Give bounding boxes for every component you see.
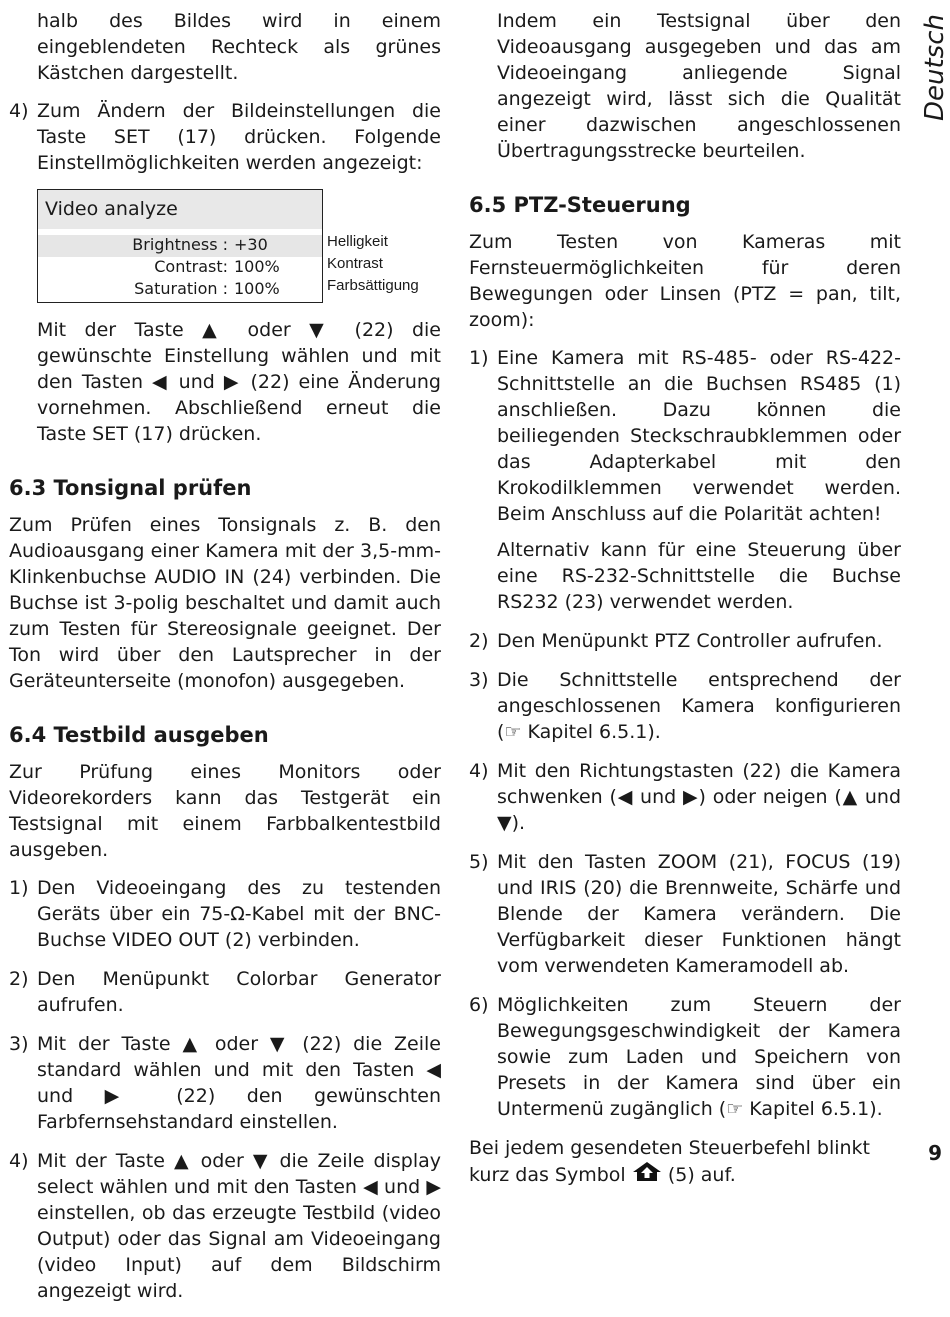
list-item	[469, 849, 901, 979]
item-number: 2)	[469, 630, 489, 652]
item-text: Zum Ändern der Bildeinstellungen die Taste SET (17) drücken. Folgende Einstellmöglichkeiten werden angezeigt:	[37, 100, 441, 174]
va-label: Saturation :	[134, 279, 228, 298]
item-subtext: Alternativ kann für eine Steuerung über eine RS-232-Schnittstelle die Buchse RS232 (23) verwendet werden.	[497, 539, 901, 613]
video-analyze-box	[37, 189, 323, 303]
va-value: +30	[234, 235, 268, 254]
paragraph: Mit der Taste ▲ oder ▼ (22) die gewünschte Einstellung wählen und mit den Tasten ◀ und ▶ (22) eine Änderung vornehmen. Abschließend erneut die Taste SET (17) drücken.	[37, 319, 441, 445]
item-number: 3)	[469, 669, 489, 691]
va-value: 100%	[234, 257, 280, 276]
paragraph-text: Bei jedem gesendeten Steuerbefehl blinkt kurz das Symbol	[469, 1137, 871, 1186]
item-number: 1)	[9, 877, 29, 899]
left-column	[9, 8, 441, 1317]
item-text: Den Videoeingang des zu testenden Geräts über ein 75-Ω-Kabel mit der BNC-Buchse VIDEO OUT (2) verbinden.	[37, 877, 441, 951]
list-item	[9, 1031, 441, 1135]
list-item	[9, 98, 441, 176]
item-number: 2)	[9, 968, 29, 990]
list-item	[469, 345, 901, 615]
section-heading: 6.3 Tonsignal prüfen	[9, 476, 252, 500]
paragraph: Zur Prüfung eines Monitors oder Videorekorders kann das Testgerät ein Testsignal mit einem Farbbalkentestbild ausgeben.	[9, 761, 441, 861]
item-text: Möglichkeiten zum Steuern der Bewegungsgeschwindigkeit der Kamera sowie zum Laden und Speichern von Presets in der Kamera sind über ein Untermenü zugänglich (☞ Kapitel 6.5.1).	[497, 994, 901, 1120]
list-item	[9, 875, 441, 953]
item-number: 4)	[469, 760, 489, 782]
item-text: Den Menüpunkt Colorbar Generator aufrufen.	[37, 968, 441, 1016]
item-number: 1)	[469, 347, 489, 369]
item-number: 4)	[9, 100, 29, 122]
video-analyze-diagram	[37, 189, 441, 305]
item-text: Die Schnittstelle entsprechend der angeschlossenen Kamera konfigurieren (☞ Kapitel 6.5.1).	[497, 669, 901, 743]
right-column	[469, 8, 901, 1202]
list-item	[469, 992, 901, 1122]
paragraph: Zum Testen von Kameras mit Fernsteuermöglichkeiten für deren Bewegungen oder Linsen (PTZ = pan, tilt, zoom):	[469, 231, 901, 331]
va-row-contrast	[38, 257, 322, 279]
list-item	[469, 667, 901, 745]
list-item	[9, 966, 441, 1018]
paragraph: Indem ein Testsignal über den Videoausgang ausgegeben und das am Videoeingang anliegende Signal angezeigt wird, lässt sich die Qualität einer dazwischen angeschlossenen Übertragungsstrecke beurteilen.	[497, 10, 901, 162]
item-number: 6)	[469, 994, 489, 1016]
item-number: 3)	[9, 1033, 29, 1055]
paragraph: Zum Prüfen eines Tonsignals z. B. den Audioausgang einer Kamera mit der 3,5-mm-Klinkenbuchse AUDIO IN (24) verbinden. Die Buchse ist 3-polig beschaltet und damit auch zum Testen für Stereosignale geeignet. Der Ton wird über den Lautsprecher in der Geräteunterseite (monofon) ausgegeben.	[9, 514, 441, 692]
item-text: Mit der Taste ▲ oder ▼ die Zeile display select wählen und mit den Tasten ◀ und ▶ einstellen, ob das erzeugte Testbild (video Output) oder das Signal am Videoeingang (video Input) auf dem Bildschirm angezeigt wird.	[37, 1150, 441, 1302]
video-analyze-title: Video analyze	[38, 190, 322, 229]
va-note: Kontrast	[327, 255, 383, 272]
item-text: Eine Kamera mit RS-485- oder RS-422-Schnittstelle an die Buchsen RS485 (1) anschließen. Dazu können die beiliegenden Steckschraubklemmen oder das Adapterkabel mit den Krokodilklemmen verwendet werden. Beim Anschluss auf die Polarität achten!	[497, 347, 901, 525]
va-row-brightness	[38, 235, 322, 257]
paragraph: halb des Bildes wird in einem eingeblendeten Rechteck als grünes Kästchen dargestellt.	[37, 10, 441, 84]
va-label: Brightness :	[132, 235, 228, 254]
item-number: 5)	[469, 851, 489, 873]
list-item	[9, 1148, 441, 1304]
va-note: Helligkeit	[327, 233, 388, 250]
paragraph-text: (5) auf.	[667, 1164, 736, 1186]
section-heading: 6.4 Testbild ausgeben	[9, 723, 269, 747]
va-row-saturation	[38, 279, 322, 301]
list-item	[469, 758, 901, 836]
paragraph	[469, 1135, 901, 1190]
item-text: Mit den Richtungstasten (22) die Kamera schwenken (◀ und ▶) oder neigen (▲ und ▼).	[497, 760, 901, 834]
va-note: Farbsättigung	[327, 277, 419, 294]
va-value: 100%	[234, 279, 280, 298]
va-label: Contrast:	[154, 257, 228, 276]
item-text: Mit den Tasten ZOOM (21), FOCUS (19) und IRIS (20) die Brennweite, Schärfe und Blende der Kamera verändern. Die Verfügbarkeit dieser Funktionen hängt vom verwendeten Kameramodell ab.	[497, 851, 901, 977]
house-arrow-icon	[632, 1161, 662, 1190]
item-text: Mit der Taste ▲ oder ▼ (22) die Zeile standard wählen und mit den Tasten ◀ und ▶ (22) den gewünschten Farbfernsehstandard einstellen.	[37, 1033, 441, 1133]
list-item	[469, 628, 901, 654]
language-tab: Deutsch	[920, 14, 950, 122]
item-text: Den Menüpunkt PTZ Controller aufrufen.	[497, 630, 883, 652]
item-number: 4)	[9, 1150, 29, 1172]
page-number: 9	[928, 1141, 942, 1165]
section-heading: 6.5 PTZ-Steuerung	[469, 193, 691, 217]
